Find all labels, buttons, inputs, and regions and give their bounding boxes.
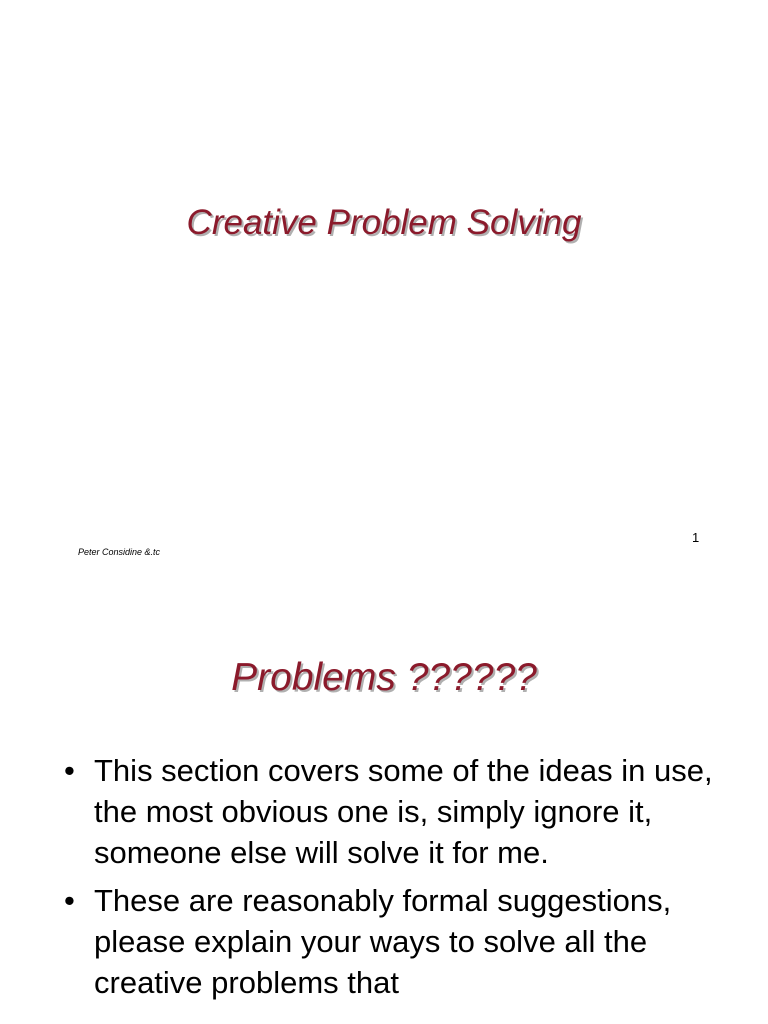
bullet-item (64, 750, 714, 873)
slide-title: Creative Problem Solving (186, 203, 582, 242)
bullet-item (64, 880, 714, 1003)
bullet-text: This section covers some of the ideas in use, the most obvious one is, simply ignore it, someone else will solve it for me. (94, 753, 713, 870)
footer-author: Peter Considine &.tc (78, 547, 161, 557)
page-number: 1 (692, 530, 700, 545)
bullet-marker: • (64, 883, 75, 918)
slide-2 (0, 576, 768, 1024)
bullet-marker: • (64, 753, 75, 788)
slide-title: Problems ?????? (231, 656, 537, 699)
bullet-list (64, 750, 714, 1010)
bullet-text: These are reasonably formal suggestions, please explain your ways to solve all the creative problems that (94, 883, 672, 1000)
